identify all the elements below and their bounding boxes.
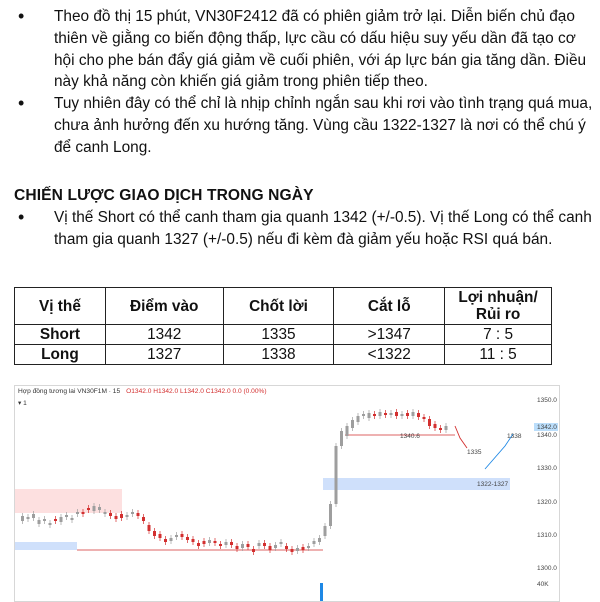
candle <box>82 512 85 514</box>
candle <box>335 446 338 504</box>
candle <box>346 426 349 436</box>
candle <box>230 542 233 545</box>
candle <box>406 413 409 416</box>
header-take-profit: Chốt lời <box>223 288 334 325</box>
cell-entry: 1327 <box>105 345 223 365</box>
table-row <box>15 325 552 345</box>
candle <box>445 426 448 430</box>
cell-stop-loss: >1347 <box>334 325 445 345</box>
chart-title <box>18 388 267 395</box>
candle <box>302 547 305 550</box>
y-tick: 1320.0 <box>537 499 557 506</box>
candle <box>120 514 123 518</box>
candle <box>296 548 299 551</box>
candle <box>313 541 316 544</box>
chart-canvas <box>15 386 559 601</box>
candle <box>428 419 431 426</box>
header-reward-risk-label: Lợi nhuận/ Rủi ro <box>458 289 538 323</box>
candle <box>49 523 52 525</box>
strategy-bullets <box>14 207 594 251</box>
candle <box>164 539 167 542</box>
candle <box>98 507 101 510</box>
candle <box>379 412 382 416</box>
candle <box>219 544 222 546</box>
candle <box>351 420 354 428</box>
volume-bar <box>320 583 323 601</box>
candle <box>159 534 162 538</box>
cell-take-profit: 1338 <box>223 345 334 365</box>
chart-indicator-toggle[interactable]: ▾ 1 <box>18 400 27 407</box>
y-tick: 1340.0 <box>537 432 557 439</box>
candle <box>247 544 250 547</box>
strategy-bullet: • Vị thế Short có thể canh tham gia quanh 1342 (+/-0.5). Vị thế Long có thể canh tham gia quanh 1327 (+/-0.5) nếu đi kèm đà giảm yếu hoặc RSI quá bán. <box>14 207 594 251</box>
candle <box>76 512 79 514</box>
y-tick: 1300.0 <box>537 565 557 572</box>
cell-reward-risk: 7 : 5 <box>445 325 552 345</box>
candle <box>208 540 211 543</box>
cell-position: Long <box>15 345 106 365</box>
annotation-target-down: 1335 <box>467 449 482 456</box>
candle <box>225 542 228 545</box>
volume-tick: 40K <box>537 581 549 588</box>
candle <box>412 412 415 416</box>
candle <box>329 504 332 526</box>
candle <box>131 512 134 514</box>
candle <box>71 518 74 520</box>
candle <box>104 512 107 514</box>
candle <box>434 424 437 428</box>
annotation-short-entry: 1340.6 <box>400 433 420 440</box>
candle <box>357 416 360 422</box>
candle <box>384 413 387 415</box>
candle <box>192 539 195 542</box>
candle <box>148 525 151 531</box>
y-tick: 1350.0 <box>537 397 557 404</box>
table-row <box>15 345 552 365</box>
last-price: 1342.0 <box>537 424 557 431</box>
candle <box>87 508 90 510</box>
candle <box>263 543 266 546</box>
candle <box>241 544 244 548</box>
analysis-bullet-2: • Tuy nhiên đây có thể chỉ là nhịp chỉnh ngắn sau khi rơi vào tình trạng quá mua, chưa ảnh hưởng đến xu hướng tăng. Vùng cầu 1322-1327 là nơi có thể chú ý để canh Long. <box>14 93 594 158</box>
candle <box>109 513 112 516</box>
price-chart <box>14 385 560 602</box>
candle <box>214 541 217 543</box>
header-reward-risk <box>445 288 552 325</box>
candle <box>27 517 30 519</box>
candle <box>65 515 68 517</box>
candle <box>54 519 57 521</box>
candle <box>362 414 365 416</box>
candle <box>285 546 288 549</box>
downside-arrow <box>455 426 467 448</box>
candle <box>258 543 261 546</box>
analysis-bullets <box>14 6 594 159</box>
candle <box>170 538 173 541</box>
y-tick: 1310.0 <box>537 532 557 539</box>
cell-take-profit: 1335 <box>223 325 334 345</box>
candle <box>269 546 272 550</box>
price-axis <box>534 397 558 588</box>
candle <box>115 516 118 519</box>
candle <box>93 506 96 511</box>
candle <box>153 531 156 536</box>
candle <box>175 535 178 537</box>
candle <box>32 514 35 518</box>
candle <box>203 541 206 544</box>
annotation-demand-zone: 1322-1327 <box>477 481 509 488</box>
candle <box>197 543 200 546</box>
demand-zone-left <box>15 542 77 550</box>
header-entry: Điểm vào <box>105 288 223 325</box>
candle <box>181 534 184 537</box>
candle <box>439 428 442 430</box>
supply-zone <box>15 489 122 513</box>
candle <box>368 413 371 418</box>
chart-symbol: Hợp đồng tương lai VN30F1M · 15 <box>18 388 121 395</box>
candle <box>318 538 321 542</box>
candle <box>340 431 343 446</box>
candle <box>142 517 145 521</box>
candle <box>401 414 404 416</box>
y-tick: 1330.0 <box>537 465 557 472</box>
header-stop-loss: Cắt lỗ <box>334 288 445 325</box>
header-position: Vị thế <box>15 288 106 325</box>
candle <box>291 549 294 552</box>
volume-bars <box>320 583 323 601</box>
candle <box>21 516 24 521</box>
candle <box>252 549 255 552</box>
candle <box>126 515 129 517</box>
analysis-bullet-1: • Theo đồ thị 15 phút, VN30F2412 đã có phiên giảm trở lại. Diễn biến chủ đạo thiên về giằng co biến động thấp, lực cầu có dấu hiệu suy yếu dần đã tạo cơ hội cho phe bán đẩy giá giảm về cuối phiên, với áp lực bán gia tăng dần. Điều này khả năng còn khiến giá giảm trong phiên tiếp theo. <box>14 6 594 93</box>
candle <box>186 537 189 540</box>
cell-position: Short <box>15 325 106 345</box>
candle <box>373 414 376 416</box>
candle <box>395 412 398 416</box>
candle <box>236 546 239 549</box>
cell-reward-risk: 11 : 5 <box>445 345 552 365</box>
chart-ohlc: O1342.0 H1342.0 L1342.0 C1342.0 0.0 (0.00%) <box>126 388 267 395</box>
strategy-title: CHIẾN LƯỢC GIAO DỊCH TRONG NGÀY <box>14 187 314 204</box>
candle <box>60 517 63 522</box>
candle <box>280 542 283 544</box>
cell-stop-loss: <1322 <box>334 345 445 365</box>
candle <box>274 545 277 548</box>
candle <box>423 417 426 419</box>
candle <box>390 413 393 415</box>
annotation-target-up: 1338 <box>507 433 522 440</box>
candle <box>137 513 140 516</box>
candle <box>38 520 41 524</box>
cell-entry: 1342 <box>105 325 223 345</box>
trade-table <box>14 287 552 365</box>
candle <box>307 546 310 548</box>
candle <box>324 526 327 536</box>
candle <box>43 519 46 521</box>
candle <box>417 413 420 417</box>
table-header-row <box>15 288 552 325</box>
